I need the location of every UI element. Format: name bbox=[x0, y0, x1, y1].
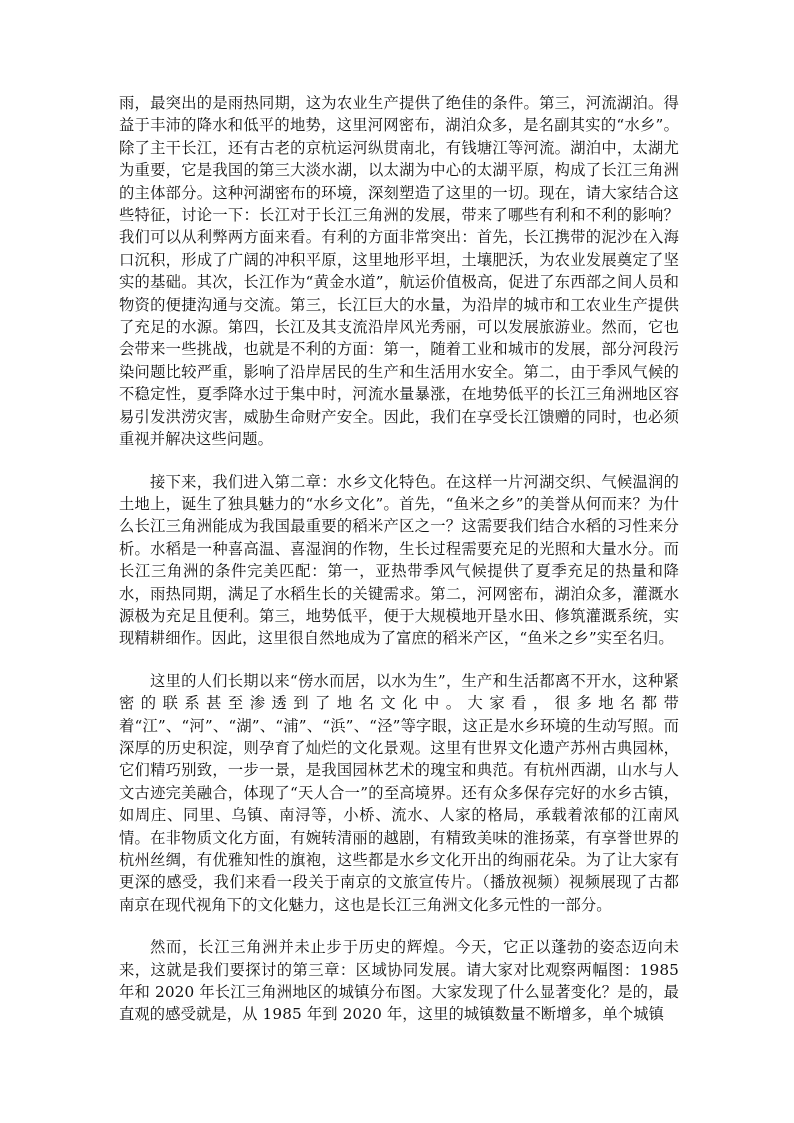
paragraph-regional-development: 然而，长江三角洲并未止步于历史的辉煌。今天，它正以蓬勃的姿态迈向未来，这就是我们要探讨的第三章：区域协同发展。请大家对比观察两幅图：1985年和 2020 年长江三角洲地区的城镇分布图。大家发现了什么显著变化？是的，最直观的感受就是，从 1985 年到 2020 年，这里的城镇数量不断增多，单个城镇 bbox=[119, 938, 679, 1024]
paragraph-water-town-culture: 接下来，我们进入第二章：水乡文化特色。在这样一片河湖交织、气候温润的土地上，诞生了独具魅力的“水乡文化”。首先，“鱼米之乡”的美誉从何而来？为什么长江三角洲能成为我国最重要的稻米产区之一？这需要我们结合水稻的习性来分析。水稻是一种喜高温、喜湿润的作物，生长过程需要充足的光照和大量水分。而长江三角洲的条件完美匹配：第一，亚热带季风气候提供了夏季充足的热量和降水，雨热同期，满足了水稻生长的关键需求。第二，河网密布，湖泊众多，灌溉水源极为充足且便利。第三，地势低平，便于大规模地开垦水田、修筑灌溉系统，实现精耕细作。因此，这里很自然地成为了富庶的稻米产区，“鱼米之乡”实至名归。 bbox=[119, 472, 679, 648]
paragraph-climate-rivers: 雨，最突出的是雨热同期，这为农业生产提供了绝佳的条件。第三，河流湖泊。得益于丰沛的降水和低平的地势，这里河网密布，湖泊众多，是名副其实的“水乡”。除了主干长江，还有古老的京杭运河纵贯南北，有钱塘江等河流。湖泊中，太湖尤为重要，它是我国的第三大淡水湖，以太湖为中心的太湖平原，构成了长江三角洲的主体部分。这种河湖密布的环境，深刻塑造了这里的一切。现在，请大家结合这些特征，讨论一下：长江对于长江三角洲的发展，带来了哪些有利和不利的影响？我们可以从利弊两方面来看。有利的方面非常突出：首先，长江携带的泥沙在入海口沉积，形成了广阔的冲积平原，这里地形平坦，土壤肥沃，为农业发展奠定了坚实的基础。其次，长江作为“黄金水道”，航运价值极高，促进了东西部之间人员和物资的便捷沟通与交流。第三，长江巨大的水量，为沿岸的城市和工农业生产提供了充足的水源。第四，长江及其支流沿岸风光秀丽，可以发展旅游业。然而，它也会带来一些挑战，也就是不利的方面：第一，随着工业和城市的发展，部分河段污染问题比较严重，影响了沿岸居民的生产和生活用水安全。第二，由于季风气候的不稳定性，夏季降水过于集中时，河流水量暴涨，在地势低平的长江三角洲地区容易引发洪涝灾害，威胁生命财产安全。因此，我们在享受长江馈赠的同时，也必须重视并解决这些问题。 bbox=[119, 94, 679, 449]
document-body bbox=[119, 92, 679, 1046]
paragraph-place-names-heritage: 这里的人们长期以来“傍水而居，以水为生”，生产和生活都离不开水，这种紧密的联系甚至渗透到了地名文化中。大家看，很多地名都带着“江”、“河”、“湖”、“浦”、“浜”、“泾”等字眼，这正是水乡环境的生动写照。而深厚的历史积淀，则孕育了灿烂的文化景观。这里有世界文化遗产苏州古典园林，它们精巧别致，一步一景，是我国园林艺术的瑰宝和典范。有杭州西湖，山水与人文古迹完美融合，体现了“天人合一”的至高境界。还有众多保存完好的水乡古镇，如周庄、同里、乌镇、南浔等，小桥、流水、人家的格局，承载着浓郁的江南风情。在非物质文化方面，有婉转清丽的越剧，有精致美味的淮扬菜，有享誉世界的杭州丝绸，有优雅知性的旗袍，这些都是水乡文化开出的绚丽花朵。为了让大家有更深的感受，我们来看一段关于南京的文旅宣传片。（播放视频）视频展现了古都南京在现代视角下的文化魅力，这也是长江三角洲文化多元性的一部分。 bbox=[119, 671, 679, 914]
